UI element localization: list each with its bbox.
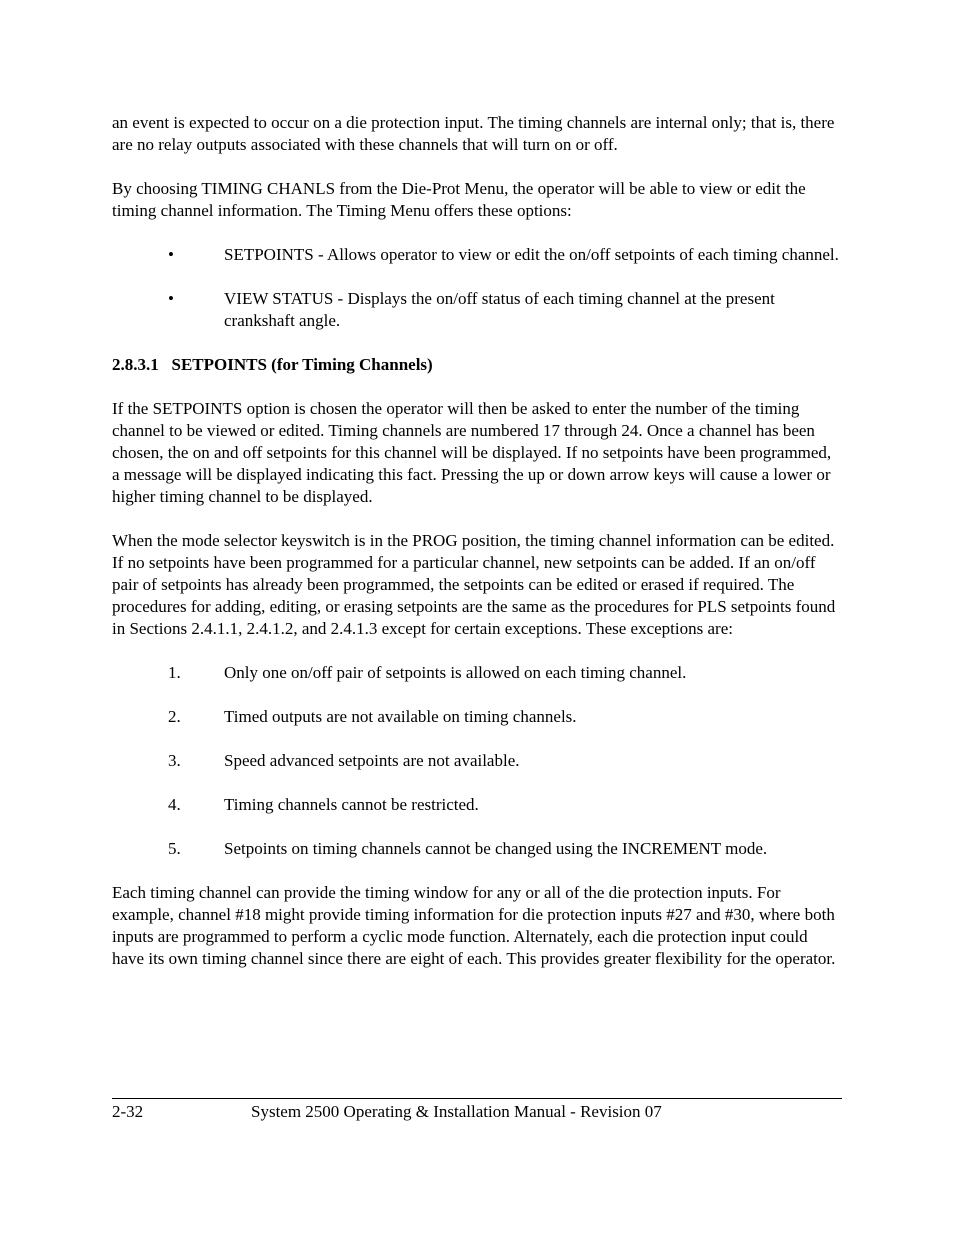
list-text: Speed advanced setpoints are not available.	[224, 751, 520, 770]
list-number: 4.	[168, 795, 181, 814]
bullet-icon: •	[168, 245, 174, 264]
footer-manual-title: System 2500 Operating & Installation Manual - Revision 07	[251, 1102, 662, 1121]
list-number: 3.	[168, 751, 181, 770]
list-text: Timing channels cannot be restricted.	[224, 795, 479, 814]
page-footer	[112, 1098, 842, 1121]
bullet-item-setpoints	[112, 244, 842, 266]
list-number: 2.	[168, 707, 181, 726]
bullet-icon: •	[168, 289, 174, 308]
page-body	[112, 112, 842, 992]
list-text: Only one on/off pair of setpoints is allowed on each timing channel.	[224, 663, 687, 682]
exception-item-4	[112, 794, 842, 816]
footer-page-number: 2-32	[112, 1102, 144, 1121]
paragraph-prog-mode: When the mode selector keyswitch is in the PROG position, the timing channel information can be edited. If no setpoints have been programmed for a particular channel, new setpoints can be added. If an on/off pair of setpoints has already been programmed, the setpoints can be edited or erased if required. The procedures for adding, editing, or erasing setpoints are the same as the procedures for PLS setpoints found in Sections 2.4.1.1, 2.4.1.2, and 2.4.1.3 except for certain exceptions. These exceptions are:	[112, 531, 836, 638]
paragraph-intro-continued: an event is expected to occur on a die protection input. The timing channels are internal only; that is, there are no relay outputs associated with these channels that will turn on or off.	[112, 113, 835, 154]
list-text: Timed outputs are not available on timing channels.	[224, 707, 577, 726]
exception-item-1	[112, 662, 842, 684]
exception-item-5	[112, 838, 842, 860]
paragraph-timing-menu: By choosing TIMING CHANLS from the Die-Prot Menu, the operator will be able to view or edit the timing channel information. The Timing Menu offers these options:	[112, 179, 806, 220]
bullet-text: SETPOINTS - Allows operator to view or edit the on/off setpoints of each timing channel.	[224, 245, 839, 264]
exception-item-2	[112, 706, 842, 728]
list-number: 1.	[168, 663, 181, 682]
paragraph-timing-window: Each timing channel can provide the timing window for any or all of the die protection inputs. For example, channel #18 might provide timing information for die protection inputs #27 and #30, where both inputs are programmed to perform a cyclic mode function. Alternately, each die protection input could have its own timing channel since there are eight of each. This provides greater flexibility for the operator.	[112, 883, 836, 968]
section-heading: 2.8.3.1 SETPOINTS (for Timing Channels)	[112, 355, 433, 374]
list-number: 5.	[168, 839, 181, 858]
paragraph-setpoints-option: If the SETPOINTS option is chosen the operator will then be asked to enter the number of the timing channel to be viewed or edited. Timing channels are numbered 17 through 24. Once a channel has been chosen, the on and off setpoints for this channel will be displayed. If no setpoints have been programmed, a message will be displayed indicating this fact. Pressing the up or down arrow keys will cause a lower or higher timing channel to be displayed.	[112, 399, 832, 506]
bullet-item-view-status	[112, 288, 842, 332]
exception-item-3	[112, 750, 842, 772]
list-text: Setpoints on timing channels cannot be changed using the INCREMENT mode.	[224, 839, 768, 858]
bullet-text: VIEW STATUS - Displays the on/off status of each timing channel at the present crankshaft angle.	[224, 289, 775, 330]
